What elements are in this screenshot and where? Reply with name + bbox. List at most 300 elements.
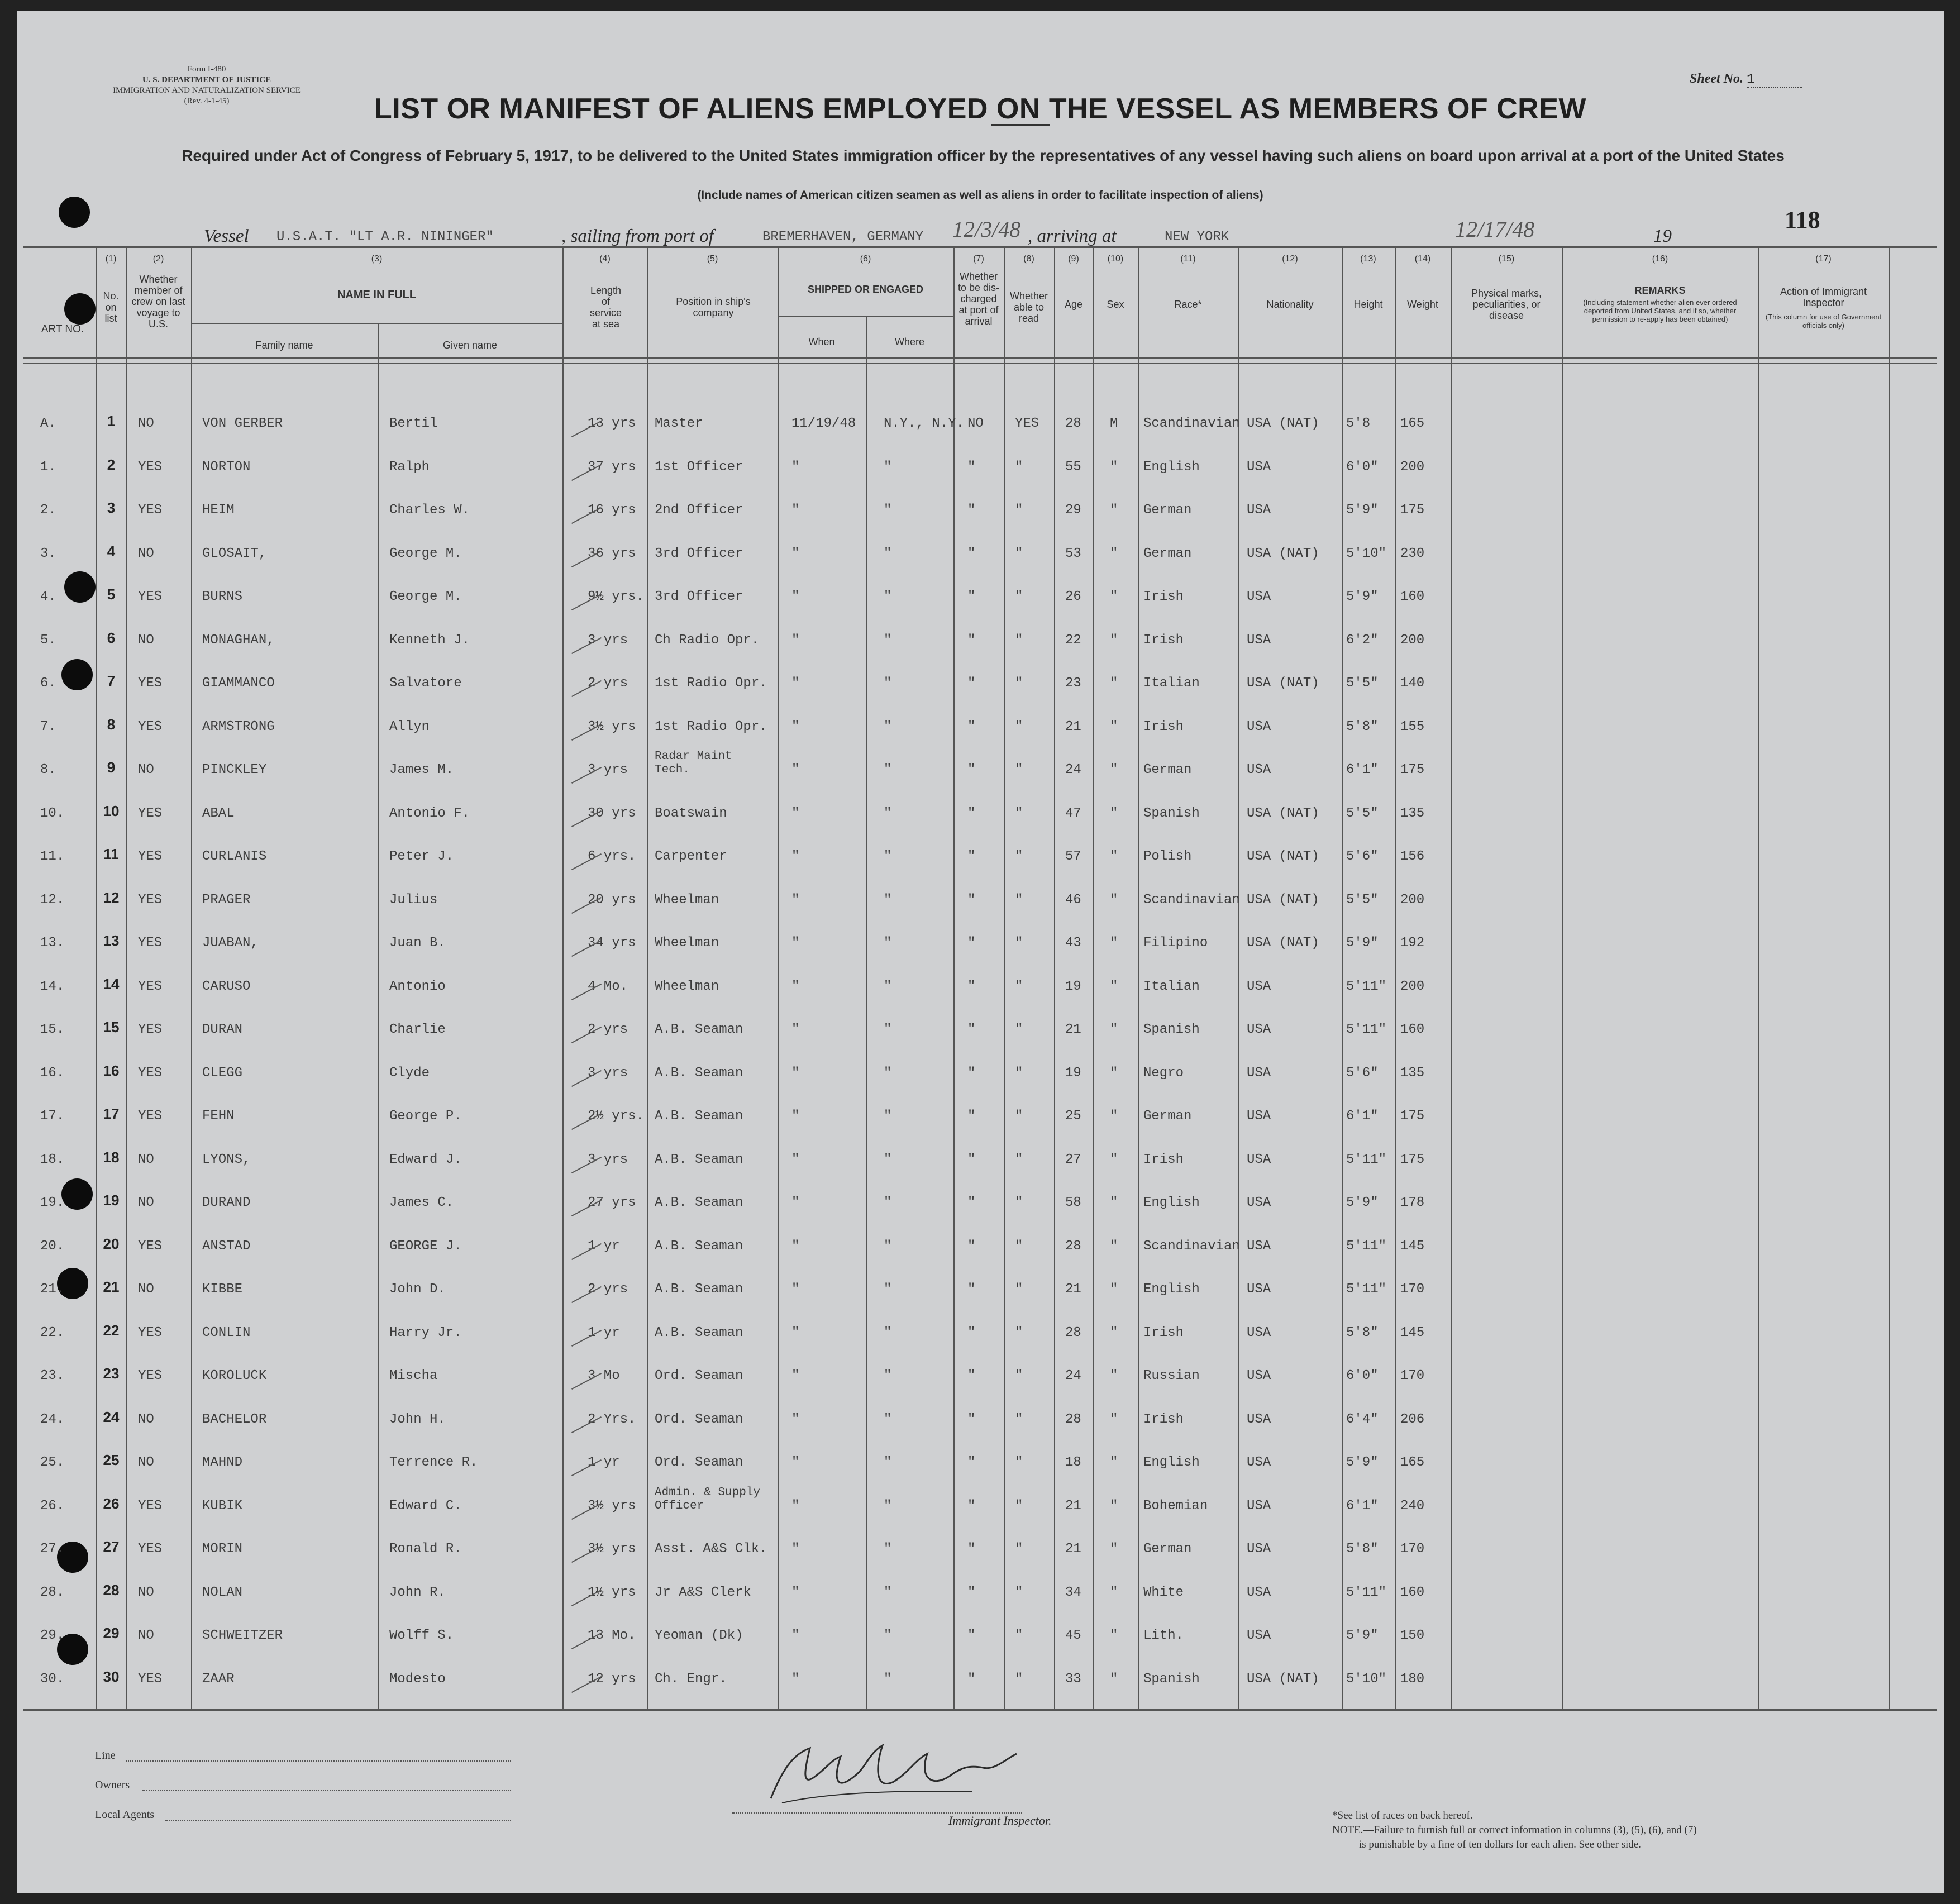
row-weight: 200: [1400, 892, 1425, 908]
col-rule: [647, 246, 648, 1709]
row-age: 26: [1065, 589, 1081, 604]
row-service: 3 yrs: [588, 1065, 628, 1081]
agents-dotline: [165, 1820, 511, 1821]
header-c9: Age: [1064, 299, 1083, 310]
row-family-name: ZAAR: [202, 1671, 235, 1687]
header-c6-num: (6): [860, 254, 871, 264]
row-position: A.B. Seaman: [655, 1152, 743, 1167]
row-when: ": [791, 762, 800, 777]
row-art-no: 27.: [40, 1542, 65, 1557]
row-sex: ": [1110, 503, 1118, 518]
row-race: Irish: [1143, 1411, 1184, 1427]
row-service: 27 yrs: [588, 1195, 636, 1210]
row-nationality: USA: [1247, 459, 1271, 475]
row-where: ": [884, 1282, 892, 1297]
row-when: ": [791, 936, 800, 951]
header-c10-num: (10): [1107, 254, 1124, 264]
col-rule: [378, 323, 379, 1709]
row-discharged: ": [967, 1585, 976, 1600]
row-race: Irish: [1143, 1325, 1184, 1340]
row-sex: ": [1110, 762, 1118, 777]
row-last-voyage: NO: [138, 1195, 154, 1210]
row-discharged: ": [967, 1195, 976, 1210]
row-sex: ": [1110, 589, 1118, 604]
row-where: ": [884, 936, 892, 951]
row-sex: ": [1110, 1022, 1118, 1037]
row-given-name: John D.: [389, 1282, 446, 1297]
row-last-voyage: YES: [138, 1671, 163, 1687]
row-weight: 165: [1400, 416, 1425, 431]
row-when: ": [791, 1195, 800, 1210]
row-height: 5'8": [1346, 1542, 1379, 1557]
row-weight: 175: [1400, 503, 1425, 518]
row-family-name: KUBIK: [202, 1498, 243, 1514]
row-where: ": [884, 1368, 892, 1383]
row-given-name: Ralph: [389, 459, 430, 475]
header-bottom-rule: [23, 357, 1937, 359]
row-nationality: USA: [1247, 1152, 1271, 1167]
header-c2-num: (2): [152, 254, 164, 264]
row-discharged: NO: [967, 416, 984, 431]
col-rule: [1138, 246, 1139, 1709]
row-when: ": [791, 676, 800, 691]
header-c16: REMARKS: [1634, 285, 1686, 296]
row-sex: ": [1110, 1542, 1118, 1557]
row-given-name: Juan B.: [389, 936, 446, 951]
row-given-name: Allyn: [389, 719, 430, 734]
row-position: A.B. Seaman: [655, 1238, 743, 1254]
row-when: ": [791, 459, 800, 475]
row-age: 45: [1065, 1628, 1081, 1643]
row-given-name: Julius: [389, 892, 438, 908]
row-sex: ": [1110, 546, 1118, 561]
row-race: Filipino: [1143, 936, 1208, 951]
row-list-number: 19: [103, 1192, 120, 1209]
row-nationality: USA: [1247, 1585, 1271, 1600]
row-art-no: 28.: [40, 1585, 65, 1600]
row-when: ": [791, 1368, 800, 1383]
row-discharged: ": [967, 503, 976, 518]
header-c3: NAME IN FULL: [337, 289, 417, 301]
row-weight: 165: [1400, 1455, 1425, 1470]
col-rule: [778, 246, 779, 1709]
row-when: ": [791, 1325, 800, 1340]
row-list-number: 1: [107, 413, 116, 430]
row-last-voyage: YES: [138, 1065, 163, 1081]
row-service: 36 yrs: [588, 546, 636, 561]
row-discharged: ": [967, 1152, 976, 1167]
row-race: German: [1143, 762, 1192, 777]
row-discharged: ": [967, 1109, 976, 1124]
row-able-to-read: ": [1015, 546, 1023, 561]
row-art-no: 13.: [40, 936, 65, 951]
row-height: 6'1": [1346, 762, 1379, 777]
row-able-to-read: ": [1015, 459, 1023, 475]
row-last-voyage: YES: [138, 503, 163, 518]
row-nationality: USA: [1247, 1109, 1271, 1124]
row-nationality: USA: [1247, 1195, 1271, 1210]
row-discharged: ": [967, 1282, 976, 1297]
row-given-name: Kenneth J.: [389, 632, 470, 648]
row-height: 5'9": [1346, 936, 1379, 951]
header-c12-num: (12): [1282, 254, 1298, 264]
row-discharged: ": [967, 979, 976, 994]
row-family-name: PINCKLEY: [202, 762, 267, 777]
row-art-no: 8.: [40, 762, 56, 777]
row-given-name: Bertil: [389, 416, 438, 431]
row-family-name: JUABAN,: [202, 936, 259, 951]
row-age: 21: [1065, 719, 1081, 734]
row-where: ": [884, 1498, 892, 1514]
row-nationality: USA: [1247, 589, 1271, 604]
port-to: NEW YORK: [1165, 230, 1229, 245]
row-where: ": [884, 1022, 892, 1037]
row-weight: 192: [1400, 936, 1425, 951]
row-race: English: [1143, 1282, 1200, 1297]
row-position: Yeoman (Dk): [655, 1628, 743, 1643]
row-family-name: CLEGG: [202, 1065, 243, 1081]
row-discharged: ": [967, 589, 976, 604]
row-position: A.B. Seaman: [655, 1325, 743, 1340]
row-last-voyage: YES: [138, 459, 163, 475]
row-service: 2 Yrs.: [588, 1411, 636, 1427]
row-able-to-read: ": [1015, 1455, 1023, 1470]
row-able-to-read: ": [1015, 1109, 1023, 1124]
name-subheader-rule: [191, 323, 562, 324]
row-nationality: USA: [1247, 762, 1271, 777]
row-able-to-read: ": [1015, 589, 1023, 604]
row-given-name: GEORGE J.: [389, 1238, 462, 1254]
row-height: 5'9": [1346, 1628, 1379, 1643]
col-rule: [1562, 246, 1563, 1709]
row-service: 9½ yrs.: [588, 589, 644, 604]
header-c5-num: (5): [707, 254, 718, 264]
row-able-to-read: ": [1015, 1065, 1023, 1081]
row-service: 4 Mo.: [588, 979, 628, 994]
row-given-name: John R.: [389, 1585, 446, 1600]
header-c14: Weight: [1407, 299, 1438, 310]
row-age: 28: [1065, 1325, 1081, 1340]
row-where: N.Y., N.Y.: [884, 416, 965, 431]
table-bottom-rule: [23, 1709, 1937, 1711]
row-list-number: 21: [103, 1278, 120, 1295]
row-race: Irish: [1143, 632, 1184, 648]
row-age: 21: [1065, 1542, 1081, 1557]
row-last-voyage: YES: [138, 1542, 163, 1557]
row-weight: 200: [1400, 632, 1425, 648]
row-given-name: Edward J.: [389, 1152, 462, 1167]
header-c3-num: (3): [371, 254, 383, 264]
row-when: ": [791, 719, 800, 734]
row-weight: 175: [1400, 1109, 1425, 1124]
row-weight: 170: [1400, 1282, 1425, 1297]
row-given-name: Charlie: [389, 1022, 446, 1037]
row-discharged: ": [967, 1238, 976, 1254]
row-sex: M: [1110, 416, 1118, 431]
row-when: ": [791, 1671, 800, 1687]
row-height: 5'5": [1346, 676, 1379, 691]
row-art-no: 29.: [40, 1628, 65, 1643]
row-able-to-read: ": [1015, 503, 1023, 518]
crew-table: [23, 246, 1937, 1720]
row-weight: 240: [1400, 1498, 1425, 1514]
row-when: ": [791, 1585, 800, 1600]
row-weight: 200: [1400, 459, 1425, 475]
vessel-name: U.S.A.T. "LT A.R. NININGER": [276, 230, 494, 245]
row-weight: 150: [1400, 1628, 1425, 1643]
row-given-name: George M.: [389, 589, 462, 604]
row-art-no: 11.: [40, 849, 65, 864]
row-list-number: 6: [107, 629, 116, 646]
header-c5: Position in ship's company: [676, 296, 751, 318]
revision: (Rev. 4-1-45): [184, 97, 230, 106]
row-last-voyage: NO: [138, 546, 154, 561]
row-able-to-read: ": [1015, 1411, 1023, 1427]
row-weight: 175: [1400, 1152, 1425, 1167]
row-last-voyage: YES: [138, 1498, 163, 1514]
row-nationality: USA: [1247, 632, 1271, 648]
row-art-no: 3.: [40, 546, 56, 561]
row-nationality: USA (NAT): [1247, 1671, 1319, 1687]
row-family-name: KOROLUCK: [202, 1368, 267, 1383]
row-position: Carpenter: [655, 849, 727, 864]
row-where: ": [884, 632, 892, 648]
row-height: 5'11": [1346, 979, 1387, 994]
row-race: Russian: [1143, 1368, 1200, 1383]
row-discharged: ": [967, 1368, 976, 1383]
row-age: 22: [1065, 632, 1081, 648]
header-c12: Nationality: [1266, 299, 1314, 310]
row-race: German: [1143, 503, 1192, 518]
header-c16-num: (16): [1652, 254, 1668, 264]
row-family-name: MAHND: [202, 1455, 243, 1470]
row-art-no: 16.: [40, 1065, 65, 1081]
row-age: 24: [1065, 1368, 1081, 1383]
row-when: ": [791, 1282, 800, 1297]
row-age: 33: [1065, 1671, 1081, 1687]
row-able-to-read: ": [1015, 676, 1023, 691]
row-family-name: MONAGHAN,: [202, 632, 275, 648]
row-age: 53: [1065, 546, 1081, 561]
row-weight: 230: [1400, 546, 1425, 561]
port-from: BREMERHAVEN, GERMANY: [762, 230, 924, 245]
row-art-no: 20.: [40, 1238, 65, 1254]
row-service: 3½ yrs: [588, 1498, 636, 1514]
row-nationality: USA: [1247, 1498, 1271, 1514]
col-rule: [562, 246, 564, 1709]
row-able-to-read: ": [1015, 1542, 1023, 1557]
header-c6a: When: [808, 336, 835, 347]
row-weight: 145: [1400, 1325, 1425, 1340]
row-last-voyage: YES: [138, 1109, 163, 1124]
row-position: Ord. Seaman: [655, 1368, 743, 1383]
row-able-to-read: ": [1015, 1152, 1023, 1167]
col-rule: [953, 246, 955, 1709]
col-rule: [1342, 246, 1343, 1709]
row-discharged: ": [967, 1411, 976, 1427]
row-given-name: Edward C.: [389, 1498, 462, 1514]
row-sex: ": [1110, 1411, 1118, 1427]
col-rule: [1004, 246, 1005, 1709]
row-able-to-read: ": [1015, 1238, 1023, 1254]
header-c15-num: (15): [1498, 254, 1515, 264]
row-where: ": [884, 892, 892, 908]
row-race: English: [1143, 459, 1200, 475]
row-position: Ord. Seaman: [655, 1411, 743, 1427]
row-last-voyage: YES: [138, 719, 163, 734]
header-c17-num: (17): [1815, 254, 1832, 264]
header-c4: Length of service at sea: [589, 285, 622, 330]
row-service: 13 Mo.: [588, 1628, 636, 1643]
row-list-number: 7: [107, 672, 116, 689]
col-rule: [1889, 246, 1890, 1709]
col-rule: [1093, 246, 1094, 1709]
row-list-number: 9: [107, 759, 116, 776]
row-race: Irish: [1143, 719, 1184, 734]
instruction-note: (Include names of American citizen seamen as well as aliens in order to facilitate inspection of aliens): [697, 189, 1263, 202]
header-c2: Whether member of crew on last voyage to U.S.: [131, 274, 185, 330]
row-given-name: Harry Jr.: [389, 1325, 462, 1340]
row-race: Spanish: [1143, 1671, 1200, 1687]
agents-label: Local Agents: [95, 1808, 155, 1821]
row-age: 28: [1065, 416, 1081, 431]
row-art-no: 14.: [40, 979, 65, 994]
row-service: 3½ yrs: [588, 1542, 636, 1557]
row-weight: 178: [1400, 1195, 1425, 1210]
footnote: [1332, 1808, 1697, 1852]
row-list-number: 2: [107, 456, 116, 473]
row-age: 23: [1065, 676, 1081, 691]
row-sex: ": [1110, 805, 1118, 821]
row-sex: ": [1110, 1368, 1118, 1383]
row-last-voyage: NO: [138, 416, 154, 431]
row-nationality: USA: [1247, 1065, 1271, 1081]
row-nationality: USA: [1247, 1411, 1271, 1427]
row-when: ": [791, 1455, 800, 1470]
row-weight: 135: [1400, 1065, 1425, 1081]
row-list-number: 30: [103, 1668, 120, 1685]
row-sex: ": [1110, 459, 1118, 475]
manifest-page: [17, 11, 1944, 1893]
row-height: 6'2": [1346, 632, 1379, 648]
row-when: ": [791, 632, 800, 648]
sailing-label: , sailing from port of: [561, 226, 714, 246]
header-art-no: ART NO.: [41, 323, 84, 335]
row-age: 34: [1065, 1585, 1081, 1600]
row-family-name: SCHWEITZER: [202, 1628, 283, 1643]
row-height: 5'6": [1346, 849, 1379, 864]
row-given-name: Peter J.: [389, 849, 454, 864]
row-where: ": [884, 1542, 892, 1557]
row-nationality: USA (NAT): [1247, 416, 1319, 431]
row-list-number: 15: [103, 1019, 120, 1035]
row-given-name: George M.: [389, 546, 462, 561]
row-art-no: 24.: [40, 1411, 65, 1427]
row-where: ": [884, 1065, 892, 1081]
row-sex: ": [1110, 1498, 1118, 1514]
row-weight: 175: [1400, 762, 1425, 777]
row-where: ": [884, 805, 892, 821]
row-given-name: James C.: [389, 1195, 454, 1210]
header-c8: Whether able to read: [1009, 290, 1048, 324]
row-weight: 135: [1400, 805, 1425, 821]
row-when: ": [791, 589, 800, 604]
row-service: 2 yrs: [588, 1282, 628, 1297]
row-list-number: 26: [103, 1495, 120, 1512]
row-family-name: DURAN: [202, 1022, 243, 1037]
row-service: 6 yrs.: [588, 849, 636, 864]
row-last-voyage: YES: [138, 979, 163, 994]
row-list-number: 29: [103, 1625, 120, 1641]
row-sex: ": [1110, 1065, 1118, 1081]
row-art-no: 21.: [40, 1282, 65, 1297]
row-nationality: USA: [1247, 1022, 1271, 1037]
row-nationality: USA (NAT): [1247, 676, 1319, 691]
row-service: 3 Mo: [588, 1368, 620, 1383]
row-race: German: [1143, 1542, 1192, 1557]
row-sex: ": [1110, 1195, 1118, 1210]
row-family-name: LYONS,: [202, 1152, 251, 1167]
row-list-number: 13: [103, 932, 120, 949]
row-list-number: 24: [103, 1408, 120, 1425]
row-last-voyage: NO: [138, 1282, 154, 1297]
sheet-number: [1690, 71, 1802, 88]
row-able-to-read: ": [1015, 1671, 1023, 1687]
row-art-no: 25.: [40, 1455, 65, 1470]
row-sex: ": [1110, 1109, 1118, 1124]
row-position: A.B. Seaman: [655, 1022, 743, 1037]
col-rule: [1451, 246, 1452, 1709]
row-family-name: KIBBE: [202, 1282, 243, 1297]
row-able-to-read: ": [1015, 719, 1023, 734]
row-height: 6'0": [1346, 1368, 1379, 1383]
row-given-name: Modesto: [389, 1671, 446, 1687]
row-sex: ": [1110, 1152, 1118, 1167]
row-given-name: Mischa: [389, 1368, 438, 1383]
row-art-no: 15.: [40, 1022, 65, 1037]
header-c7-num: (7): [973, 254, 984, 264]
row-when: ": [791, 1109, 800, 1124]
row-art-no: 10.: [40, 805, 65, 821]
row-able-to-read: ": [1015, 1282, 1023, 1297]
row-where: ": [884, 1109, 892, 1124]
row-when: ": [791, 1542, 800, 1557]
row-discharged: ": [967, 1628, 976, 1643]
row-able-to-read: ": [1015, 1628, 1023, 1643]
header-c6: SHIPPED OR ENGAGED: [807, 284, 924, 295]
row-height: 5'11": [1346, 1238, 1387, 1254]
row-family-name: FEHN: [202, 1109, 235, 1124]
vessel-label: Vessel: [204, 226, 249, 246]
row-age: 57: [1065, 849, 1081, 864]
header-c9-num: (9): [1068, 254, 1079, 264]
row-list-number: 18: [103, 1148, 120, 1166]
row-art-no: 1.: [40, 459, 56, 475]
row-service: 34 yrs: [588, 936, 636, 951]
row-list-number: 11: [103, 846, 119, 862]
row-service: 3 yrs: [588, 1152, 628, 1167]
row-sex: ": [1110, 892, 1118, 908]
row-able-to-read: ": [1015, 1195, 1023, 1210]
row-position: 1st Officer: [655, 459, 743, 475]
row-discharged: ": [967, 1325, 976, 1340]
row-given-name: Wolff S.: [389, 1628, 454, 1643]
row-last-voyage: YES: [138, 892, 163, 908]
row-weight: 200: [1400, 979, 1425, 994]
header-c1-num: (1): [105, 254, 117, 264]
row-when: ": [791, 1152, 800, 1167]
row-nationality: USA: [1247, 1238, 1271, 1254]
